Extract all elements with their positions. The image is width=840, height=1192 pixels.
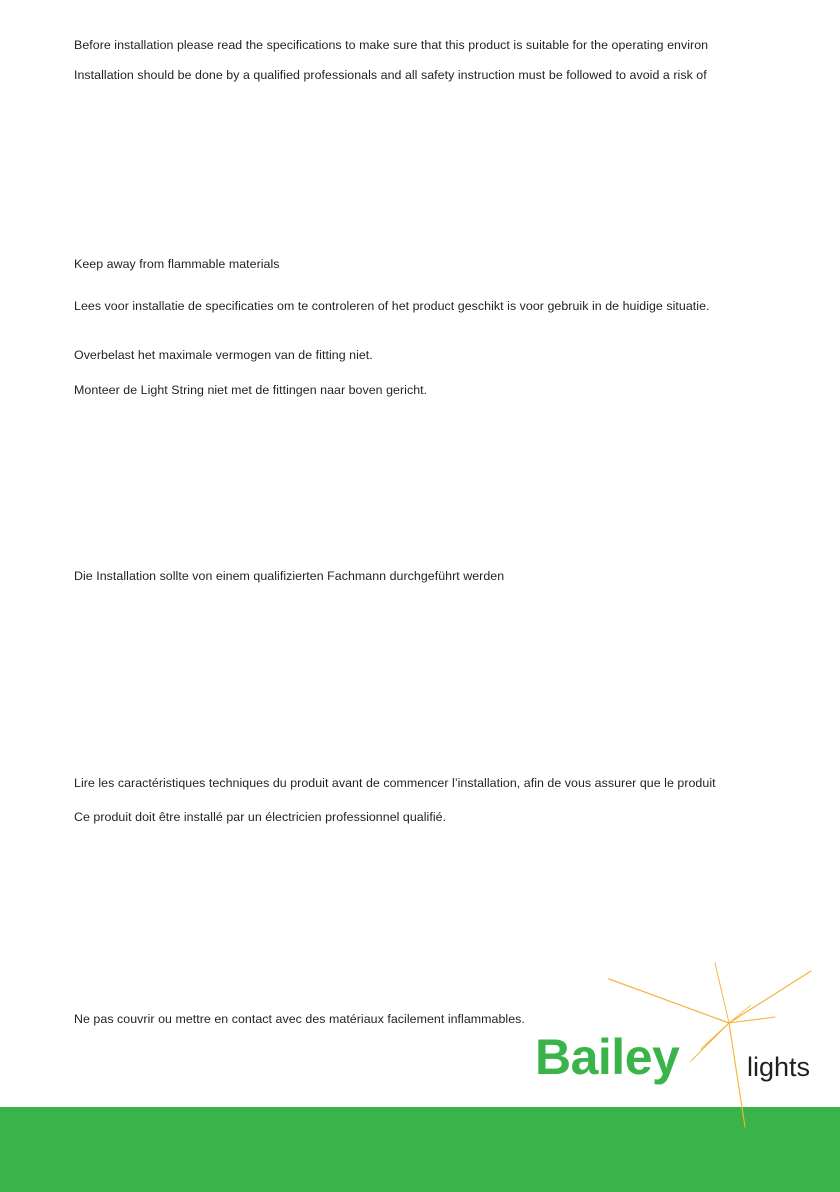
logo-ray [609, 979, 729, 1023]
text-line-english-flammable: Keep away from flammable materials [74, 257, 280, 271]
logo-ray [715, 963, 729, 1023]
text-line-french-flammable: Ne pas couvrir ou mettre en contact avec des matériaux facilement inflammables. [74, 1012, 525, 1026]
logo-ray [691, 1023, 729, 1061]
logo-ray [729, 1023, 745, 1127]
text-line-english-installation: Installation should be done by a qualified professionals and all safety instruction must be followed to avoid a risk of [74, 68, 707, 82]
text-line-french-installation: Ce produit doit être installé par un électricien professionnel qualifié. [74, 810, 447, 824]
text-line-french-specifications: Lire les caractéristiques techniques du produit avant de commencer l’installation, afin de vous assurer que le produit [74, 776, 716, 790]
logo-sub-text: lights [747, 1052, 811, 1082]
text-line-dutch-specifications: Lees voor installatie de specificaties om te controleren of het product geschikt is voor gebruik in de huidige situatie. [74, 299, 710, 313]
logo-brand-text: Bailey [535, 1029, 680, 1085]
text-line-dutch-light-string: Monteer de Light String niet met de fittingen naar boven gericht. [74, 383, 428, 397]
text-line-english-specifications: Before installation please read the specifications to make sure that this product is suitable for the operating environ [74, 38, 709, 52]
bailey-lights-logo [535, 955, 840, 1130]
text-line-german-installation: Die Installation sollte von einem qualifizierten Fachmann durchgeführt werden [74, 569, 505, 583]
logo-ray [729, 971, 811, 1023]
text-line-dutch-fitting: Overbelast het maximale vermogen van de fitting niet. [74, 348, 373, 362]
logo-ray [729, 1017, 775, 1023]
